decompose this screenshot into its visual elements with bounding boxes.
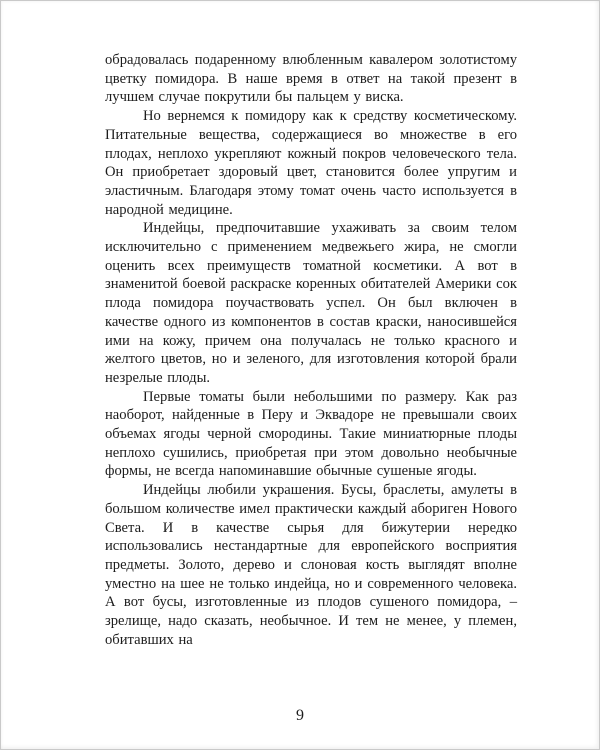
body-text-paragraph: Первые томаты были небольшими по размеру. Как раз наоборот, найденные в Перу и Эквадоре не превышали своих объемах ягоды черной смородины. Такие миниатюрные плоды неплохо сушились, приобретая при этом довольно необычные формы, не всегда напоминавшие обычные сушеные ягоды. [105,388,517,480]
body-text-paragraph: Индейцы любили украшения. Бусы, браслеты, амулеты в большом количестве имел практически каждый абориген Нового Света. И в качестве сырья для бижутерии нередко использовались нестандартные для европейского восприятия предметы. Золото, дерево и слоновая кость выглядят вполне уместно на шее не только индейца, но и современного человека. А вот бусы, изготовленные из плодов сушеного помидора, – зрелище, надо сказать, необычное. И тем не менее, у племен, обитавших на [105,482,517,648]
page-number: 9 [296,707,304,724]
body-text-paragraph: Но вернемся к помидору как к средству косметическому. Питательные вещества, содержащиеся во множестве в его плодах, неплохо укрепляют кожный покров человеческого тела. Он приобретает здоровый цвет, становится более упругим и эластичным. Благодаря этому томат очень часто используется в народной медицине. [105,108,517,218]
body-text-paragraph: обрадовалась подаренному влюбленным кавалером золотистому цветку помидора. В наше время в ответ на такой презент в лучшем случае покрутили бы пальцем у виска. [105,52,517,106]
body-text [105,51,517,650]
body-text-paragraph: Индейцы, предпочитавшие ухаживать за своим телом исключительно с применением медвежьего жира, не смогли оценить всех преимуществ томатной косметики. А вот в знаменитой боевой раскраске коренных обитателей Америки сок плода помидора поучаствовать успел. Он был включен в качестве одного из компонентов в состав краски, наносившейся ими на кожу, причем она получалась не только красного и желтого цветов, но и зеленого, для изготовления которой брали незрелые плоды. [105,220,517,386]
